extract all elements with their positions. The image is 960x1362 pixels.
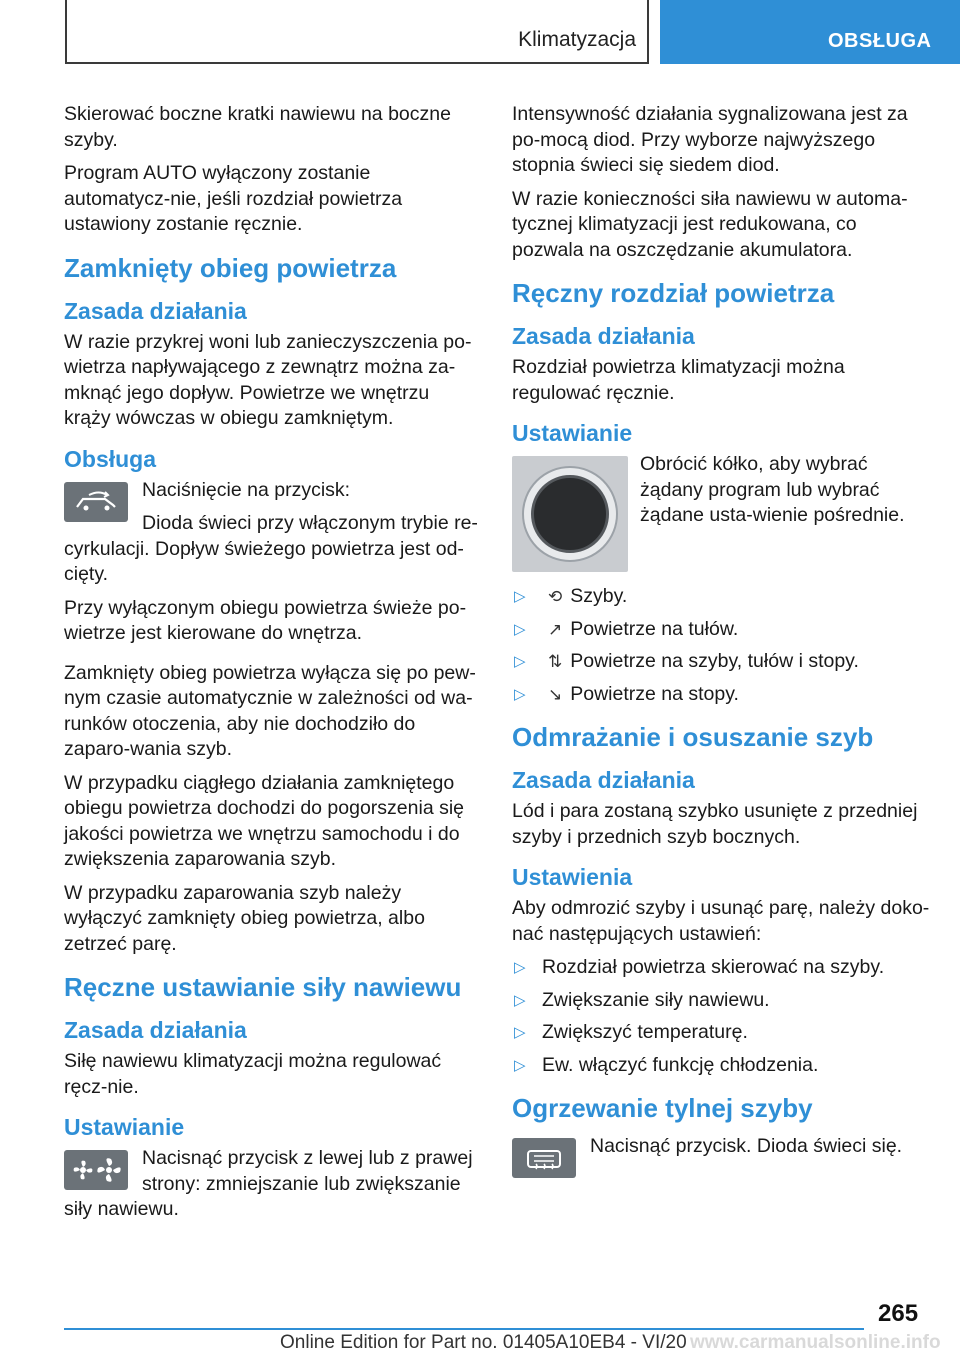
subheading-setting: Ustawianie bbox=[64, 1114, 185, 1140]
paragraph: Zamknięty obieg powietrza wyłącza się po pew‐nym czasie automatycznie w zależności od wa‐runków otoczenia, aby nie dochodziło do zaparo‐wania szyb. bbox=[64, 661, 476, 760]
list-item: ▷ Ew. włączyć funkcję chłodzenia. bbox=[512, 1053, 932, 1079]
list-item: ▷ ⟲ Szyby. bbox=[512, 584, 932, 610]
chapter-tab[interactable]: OBSŁUGA bbox=[660, 0, 960, 64]
watermark: www.carmanualsonline.info bbox=[690, 1332, 941, 1353]
list-item: ▷ Rozdział powietrza skierować na szyby. bbox=[512, 955, 932, 981]
fan-button-icon bbox=[64, 1150, 128, 1190]
heading-rear-window-heating: Ogrzewanie tylnej szyby bbox=[512, 1093, 813, 1124]
subheading-principle: Zasada działania bbox=[512, 767, 695, 794]
subheading-settings: Ustawienia bbox=[512, 864, 633, 891]
paragraph: Program AUTO wyłączony zostanie automatycz‐nie, jeśli rozdział powietrza ustawiony zostanie ręcznie. bbox=[64, 162, 403, 235]
defrost-list bbox=[512, 955, 932, 1078]
subheading-operation: Obsługa bbox=[64, 445, 157, 472]
paragraph: Intensywność działania sygnalizowana jest za po‐mocą diod. Przy wyborze najwyższego stopnia świeci się siedem diod. bbox=[512, 103, 908, 176]
upper-body-airflow-icon: ↗ bbox=[548, 619, 563, 639]
list-item: ▷ ↗ Powietrze na tułów. bbox=[512, 617, 932, 643]
triangle-bullet-icon: ▷ bbox=[514, 1024, 526, 1042]
heading-air-distribution: Ręczny rozdział powietrza bbox=[512, 278, 835, 308]
footer-divider bbox=[64, 1328, 864, 1330]
heading-fan-speed: Ręczne ustawianie siły nawiewu bbox=[64, 972, 462, 1002]
knob-dial bbox=[531, 475, 609, 553]
windshield-icon: ⟲ bbox=[548, 587, 563, 607]
left-column bbox=[64, 102, 478, 1231]
paragraph: W przypadku zaparowania szyb należy wyłączyć zamknięty obieg powietrza, albo zetrzeć parę. bbox=[64, 881, 425, 955]
paragraph: Nacisnąć przycisk z lewej lub z prawej strony: zmniejszanie lub zwiększanie siły nawiewu. bbox=[64, 1147, 473, 1220]
paragraph: Skierować boczne kratki nawiewu na boczne szyby. bbox=[64, 103, 451, 151]
paragraph: Rozdział powietrza klimatyzacji można regulować ręcznie. bbox=[512, 356, 845, 404]
triangle-bullet-icon: ▷ bbox=[514, 959, 526, 977]
list-item: ▷ Zwiększyć temperaturę. bbox=[512, 1020, 932, 1046]
paragraph: Dioda świeci przy włączonym trybie re‐cyrkulacji. Dopływ świeżego powietrza jest od‐cięty. bbox=[64, 512, 478, 585]
triangle-bullet-icon: ▷ bbox=[514, 588, 526, 605]
triangle-bullet-icon: ▷ bbox=[514, 685, 526, 703]
subheading-principle: Zasada działania bbox=[512, 323, 695, 349]
heading-defrost: Odmrażanie i osuszanie szyb bbox=[512, 722, 874, 753]
triangle-bullet-icon: ▷ bbox=[514, 653, 526, 671]
paragraph: Nacisnąć przycisk. Dioda świeci się. bbox=[590, 1135, 903, 1158]
triangle-bullet-icon: ▷ bbox=[514, 991, 526, 1009]
paragraph: Aby odmrozić szyby i usunąć parę, należy doko‐nać następujących ustawień: bbox=[512, 897, 930, 945]
list-item: ▷ Zwiększanie siły nawiewu. bbox=[512, 988, 932, 1014]
recirculation-button-icon bbox=[64, 482, 128, 522]
paragraph: Lód i para zostaną szybko usunięte z przedniej szyby i przednich szyb bocznych. bbox=[512, 800, 918, 848]
paragraph: Siłę nawiewu klimatyzacji można regulować ręcz‐nie. bbox=[64, 1050, 442, 1098]
list-item: ▷ ↘ Powietrze na stopy. bbox=[512, 682, 932, 708]
air-distribution-knob-image bbox=[512, 456, 628, 572]
paragraph: W razie konieczności siła nawiewu w automa‐tycznej klimatyzacji jest redukowana, co pozwala na oszczędzanie akumulatora. bbox=[512, 187, 908, 261]
paragraph: Naciśnięcie na przycisk: bbox=[142, 478, 351, 501]
triangle-bullet-icon: ▷ bbox=[514, 620, 526, 638]
paragraph: W razie przykrej woni lub zanieczyszczenia po‐wietrza napływającego z zewnątrz można za‐mknąć jego dopływ. Powietrze we wnętrzu krąży wówczas w obiegu zamkniętym. bbox=[64, 330, 472, 429]
page-number: 265 bbox=[878, 1300, 919, 1327]
section-title: Klimatyzacja bbox=[518, 28, 636, 51]
heading-recirculation: Zamknięty obieg powietrza bbox=[64, 252, 397, 283]
rear-defrost-button-icon bbox=[512, 1138, 576, 1178]
subheading-principle: Zasada działania bbox=[64, 297, 247, 324]
windows-body-feet-airflow-icon: ⇅ bbox=[548, 652, 563, 672]
paragraph: Przy wyłączonym obiegu powietrza świeże po‐wietrze jest kierowane do wnętrza. bbox=[64, 596, 467, 644]
right-column bbox=[512, 102, 932, 1184]
footer-edition: Online Edition for Part no. 01405A10EB4 - VI/20 bbox=[280, 1332, 687, 1353]
paragraph: W przypadku ciągłego działania zamkniętego obiegu powietrza dochodzi do pogorszenia się jakości powietrza we wnętrzu samochodu i do zwiększenia zaparowania szyb. bbox=[64, 771, 465, 870]
feet-airflow-icon: ↘ bbox=[548, 684, 563, 704]
triangle-bullet-icon: ▷ bbox=[514, 1056, 526, 1074]
subheading-setting: Ustawianie bbox=[512, 420, 633, 446]
list-item: ▷ ⇅ Powietrze na szyby, tułów i stopy. bbox=[512, 649, 932, 675]
distribution-list bbox=[512, 584, 932, 707]
subheading-principle: Zasada działania bbox=[64, 1017, 247, 1043]
paragraph: Obrócić kółko, aby wybrać żądany program lub wybrać żądane usta‐wienie pośrednie. bbox=[640, 453, 905, 526]
